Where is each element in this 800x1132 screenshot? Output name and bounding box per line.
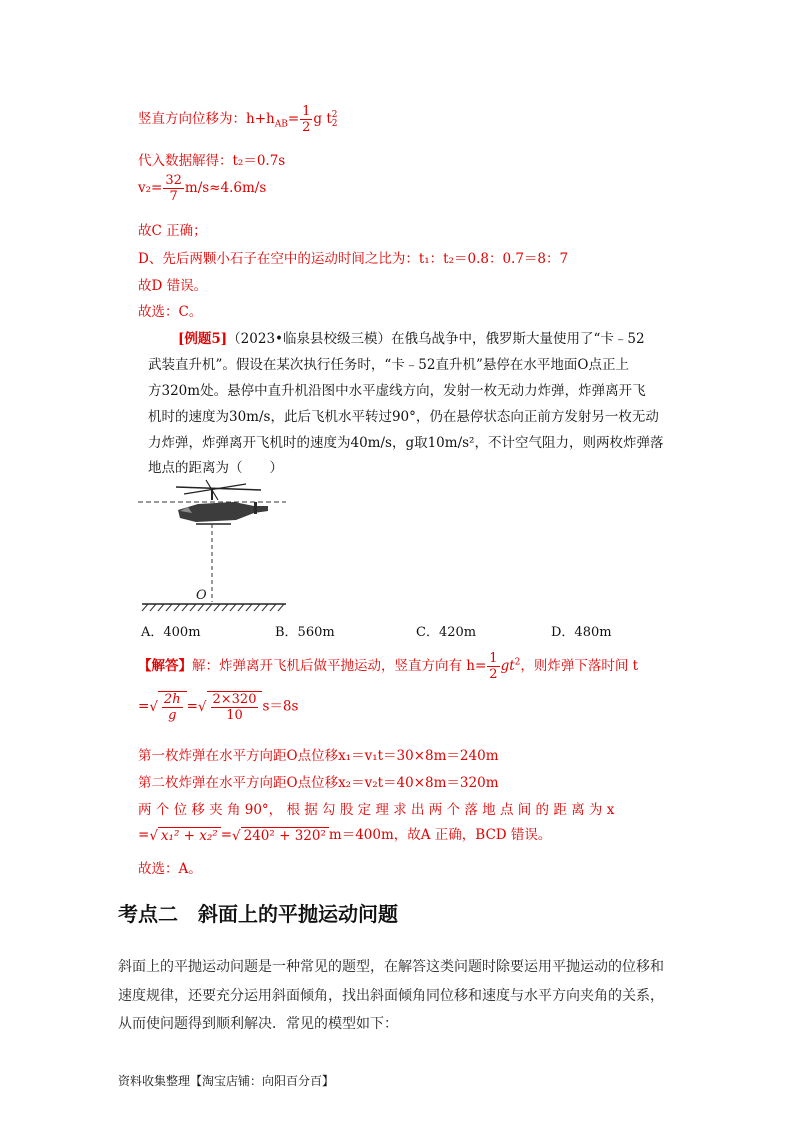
equals: = (220, 827, 233, 843)
sqrt-numeric: √ $\frac{2\times 320}{10}$ (198, 691, 263, 723)
option-b: B．560m (275, 625, 335, 640)
option-a: A．400m (141, 625, 201, 640)
answer-line-3: 第一枚炸弹在水平方向距O点位移x₁＝v₁t＝30×8m＝240m (138, 748, 499, 764)
paragraph-line-3: 从而使问题得到顺利解决．常见的模型如下： (118, 1016, 398, 1032)
point-o-label: O (196, 588, 207, 603)
text: m＝400m，故A 正确，BCD 错误。 (328, 827, 552, 843)
answer-choice: 故选：A。 (138, 861, 202, 877)
fraction (163, 173, 184, 204)
denominator: 7 (169, 189, 178, 204)
helicopter-figure (136, 478, 296, 613)
footer: 资料收集整理【淘宝店铺：向阳百分百】 (118, 1074, 335, 1088)
text: 解：炸弹离开飞机后做平抛运动，竖直方向有 h= (192, 658, 487, 674)
equals: = (186, 698, 198, 715)
text: m/s≈4.6m/s (184, 180, 267, 196)
paragraph-line-1: 斜面上的平抛运动问题是一种常见的题型，在解答这类问题时除要运用平抛运动的位移和 (118, 959, 664, 975)
answer-line-2 (138, 691, 298, 723)
numerator: 2h (163, 692, 181, 707)
radicand: 240² + 320² (241, 827, 329, 844)
conclusion-c: 故C 正确； (138, 223, 207, 239)
sqrt-x1x2: √ x₁² + x₂² (149, 827, 220, 844)
numerator: 2×320 (212, 692, 257, 707)
equals: = (138, 698, 150, 715)
text: 竖直方向位移为：h+h (138, 111, 275, 127)
eq-v2 (138, 173, 266, 204)
conclusion-d: 故D 错误。 (138, 278, 208, 294)
example-line-3: 方320m处。悬停中直升机沿图中水平虚线方向，发射一枚无动力炸弹，炸弹离开飞 (148, 383, 646, 399)
denominator: g (168, 708, 177, 723)
example-tag: [例题5] (178, 331, 228, 347)
solve-t2: 代入数据解得：t₂＝0.7s (138, 153, 286, 169)
equals: = (287, 111, 300, 127)
fraction (211, 692, 259, 723)
text: （2023•临泉县校级三模）在俄乌战争中，俄罗斯大量使用了“卡﹣52 (227, 331, 645, 347)
equals: = (138, 827, 150, 843)
paragraph-line-2: 速度规律，还要充分运用斜面倾角，找出斜面倾角同位移和速度与水平方向夹角的关系， (118, 988, 664, 1004)
answer-line-4: 第二枚炸弹在水平方向距O点位移x₂＝v₂t＝40×8m＝320m (138, 775, 499, 791)
answer-choice: 故选：C。 (138, 304, 203, 320)
text: gt (500, 658, 515, 674)
superscript: 2 (514, 657, 521, 668)
numerator: 1 (489, 651, 498, 666)
option-d: D．480m (551, 625, 612, 640)
numerator: 32 (165, 173, 182, 188)
sqrt-2h-over-g: √ $\frac{2h}{g}$ (149, 691, 186, 723)
text: v₂= (138, 180, 163, 196)
denominator: 2 (302, 120, 311, 135)
eq-vertical-displacement (138, 104, 338, 135)
example-line-6: 地点的距离为（ ） (148, 460, 283, 476)
option-d-analysis: D、先后两颗小石子在空中的运动时间之比为：t₁：t₂＝0.8：0.7＝8：7 (138, 251, 569, 267)
example-line-1 (178, 327, 645, 347)
section-heading: 考点二 斜面上的平抛运动问题 (118, 902, 398, 926)
example-line-4: 机时的速度为30m/s，此后飞机水平转过90°，仍在悬停状态向正前方发射另一枚无动 (148, 409, 659, 425)
ground-hatching (142, 604, 284, 611)
fraction (487, 651, 499, 682)
text: ，则炸弹下落时间 t (520, 658, 639, 674)
denominator: 10 (226, 708, 243, 723)
answer-tag: 【解答】 (138, 658, 192, 674)
text: g t (313, 111, 332, 127)
text: s＝8s (262, 698, 299, 715)
superscript: 2 (331, 109, 338, 120)
example-line-2: 武装直升机”。假设在某次执行任务时，“卡﹣52直升机”悬停在水平地面O点正上 (148, 357, 629, 373)
answer-line-6 (138, 823, 551, 844)
denominator: 2 (489, 667, 498, 682)
fraction (162, 692, 183, 723)
subscript: 2 (331, 118, 338, 129)
subscript: AB (274, 119, 288, 130)
radicand: x₁² + x₂² (158, 827, 221, 844)
option-c: C．420m (416, 625, 477, 640)
numerator: 1 (302, 104, 311, 119)
example-line-5: 力炸弹，炸弹离开飞机时的速度为40m/s，g取10m/s²，不计空气阻力，则两枚炸弹落 (148, 435, 664, 451)
fraction (300, 104, 312, 135)
sqrt-numeric-2: √ 240² + 320² (232, 827, 329, 844)
answer-line-1 (138, 651, 638, 682)
answer-line-5: 两 个 位 移 夹 角 90°， 根 据 勾 股 定 理 求 出 两 个 落 地 点 间 的 距 离 为 x (138, 802, 615, 818)
